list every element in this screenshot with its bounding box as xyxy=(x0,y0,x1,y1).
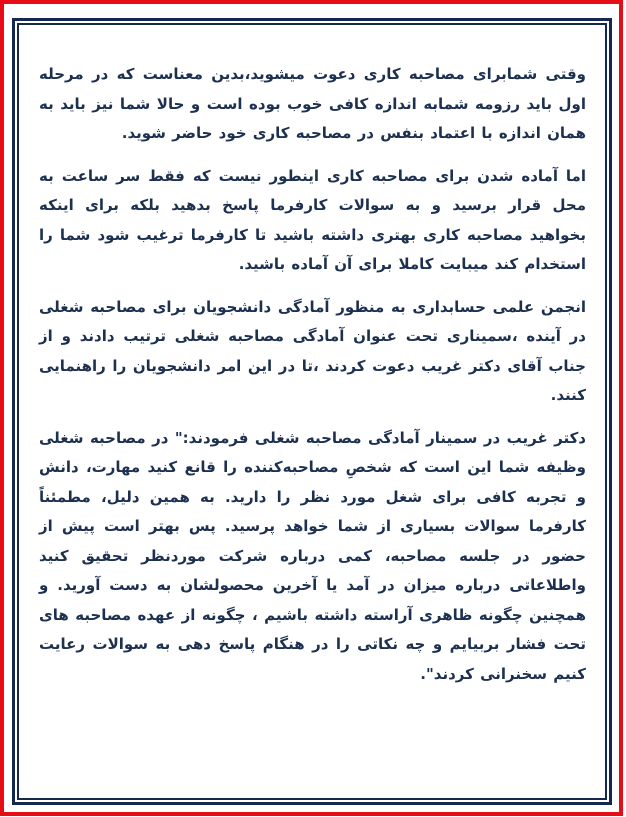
document-body xyxy=(19,25,605,798)
paragraph-preparation: اما آماده شدن برای مصاحبه کاری اینطور نیست که فقط سر ساعت به محل قرار برسید و به سوالات کارفرما پاسخ بدهید بلکه برای اینکه بخواهید مصاحبه کاری بهتری داشته باشید تا کارفرما ترغیب شود شما را استخدام کند میبایت کاملا برای آن آماده باشید. xyxy=(39,166,586,273)
paragraph-resume-intro: وقتی شمابرای مصاحبه کاری دعوت میشوید،بدین معناست که در مرحله اول باید رزومه شمابه اندازه کافی خوب بوده است و حالا شما نیز باید به همان اندازه با اعتماد بنفس در مصاحبه کاری خود حاضر شوید. xyxy=(39,65,586,142)
page-navy-border-inner xyxy=(17,23,607,800)
paragraph-seminar-announcement: انجمن علمی حسابداری به منظور آمادگی دانشجویان برای مصاحبه شغلی در آینده ،سمیناری تحت عنوان آمادگی مصاحبه شغلی ترتیب دادند و از جناب آقای دکتر غریب دعوت کردند ،تا در این امر دانشجویان را راهنمایی کنند. xyxy=(39,297,586,404)
page-navy-border-outer xyxy=(12,18,612,805)
paragraph-doctor-gharib-speech: دکتر غریب در سمینار آمادگی مصاحبه شغلی فرمودند:" در مصاحبه شغلی وظیفه شما این است که شخصِ مصاحبه‌کننده را قانع کنید مهارت، دانش و تجربه کافی برای شغل مورد نظر را دارید. به همین دلیل، مطمئناً کارفرما سوالات بسیاری از شما خواهد پرسید. پس بهتر است پیش از حضور در جلسه مصاحبه، کمی درباره شرکت موردنظر تحقیق کنید واطلاعاتی درباره میزان در آمد یا آخرین محصولشان به دست آورید. و همچنین چگونه ظاهری آراسته داشته باشیم ، چگونه از عهده مصاحبه های تحت فشار بربیایم و چه نکاتی را در هنگام پاسخ دهی به سوالات رعایت کنیم سخنرانی کردند". xyxy=(39,428,586,683)
